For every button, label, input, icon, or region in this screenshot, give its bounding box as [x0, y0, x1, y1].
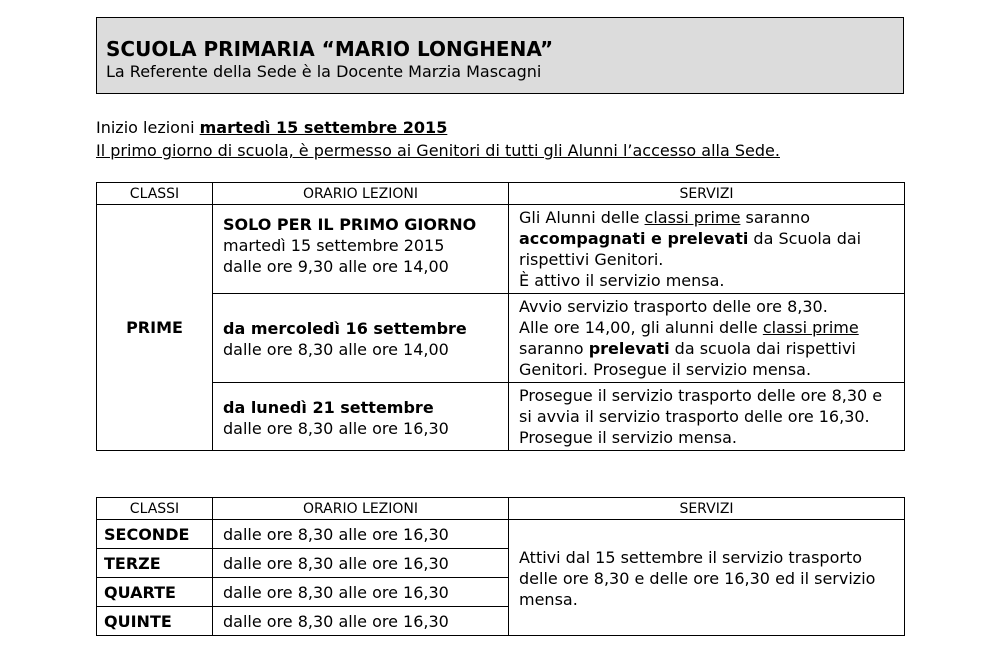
header-classi: CLASSI: [97, 183, 213, 205]
orario-title: SOLO PER IL PRIMO GIORNO: [223, 215, 477, 234]
orario-cell: [213, 205, 509, 294]
table-header-row: [97, 498, 905, 520]
servizi-text: Gli Alunni delle classi prime saranno: [519, 208, 811, 227]
table-row: [97, 383, 905, 451]
header-box: [96, 17, 904, 94]
class-cell: TERZE: [97, 549, 213, 578]
table-row: [97, 294, 905, 383]
header-orario-lezioni: ORARIO LEZIONI: [213, 183, 509, 205]
orario-text: dalle ore 9,30 alle ore 14,00: [223, 257, 449, 276]
orario-cell: [213, 383, 509, 451]
schedule-table-prime: [96, 182, 905, 451]
servizi-cell: [509, 205, 905, 294]
servizi-text: Alle ore 14,00, gli alunni delle classi prime: [519, 318, 859, 337]
table-row: [97, 520, 905, 549]
servizi-text: Prosegue il servizio trasporto delle ore 8,30 e: [519, 386, 883, 405]
servizi-text: Genitori. Prosegue il servizio mensa.: [519, 360, 812, 379]
table-row: [97, 205, 905, 294]
orario-text: dalle ore 8,30 alle ore 14,00: [223, 340, 449, 359]
servizi-text: Attivi dal 15 settembre il servizio trasporto: [519, 548, 863, 567]
header-servizi: SERVIZI: [509, 183, 905, 205]
servizi-text: Prosegue il servizio mensa.: [519, 428, 737, 447]
lessons-start-line: [96, 118, 447, 137]
schedule-table-other-classes: [96, 497, 905, 636]
orario-title: da mercoledì 16 settembre: [223, 319, 467, 338]
lessons-start-date: martedì 15 settembre 2015: [199, 118, 448, 137]
orario-text: martedì 15 settembre 2015: [223, 236, 445, 255]
header-classi: CLASSI: [97, 498, 213, 520]
class-prime: PRIME: [97, 205, 213, 451]
class-cell: QUARTE: [97, 578, 213, 607]
servizi-text: si avvia il servizio trasporto delle ore 16,30.: [519, 407, 870, 426]
servizi-text: delle ore 8,30 e delle ore 16,30 ed il servizio: [519, 569, 876, 588]
school-title: SCUOLA PRIMARIA “MARIO LONGHENA”: [106, 37, 554, 61]
servizi-cell: [509, 520, 905, 636]
servizi-text: Avvio servizio trasporto delle ore 8,30.: [519, 297, 828, 316]
header-orario-lezioni: ORARIO LEZIONI: [213, 498, 509, 520]
orario-cell: dalle ore 8,30 alle ore 16,30: [213, 520, 509, 549]
servizi-text: accompagnati e prelevati da Scuola dai: [519, 229, 862, 248]
orario-cell: dalle ore 8,30 alle ore 16,30: [213, 549, 509, 578]
servizi-text: È attivo il servizio mensa.: [519, 271, 725, 290]
servizi-text: mensa.: [519, 590, 578, 609]
servizi-cell: [509, 294, 905, 383]
orario-title: da lunedì 21 settembre: [223, 397, 434, 417]
orario-cell: dalle ore 8,30 alle ore 16,30: [213, 607, 509, 636]
orario-cell: [213, 294, 509, 383]
class-cell: SECONDE: [97, 520, 213, 549]
header-servizi: SERVIZI: [509, 498, 905, 520]
servizi-text: saranno prelevati da scuola dai rispettivi: [519, 339, 856, 358]
school-referent: La Referente della Sede è la Docente Marzia Mascagni: [106, 62, 542, 81]
lessons-start-label: Inizio lezioni: [96, 118, 200, 137]
class-cell: QUINTE: [97, 607, 213, 636]
table-header-row: [97, 183, 905, 205]
first-day-note: Il primo giorno di scuola, è permesso ai Genitori di tutti gli Alunni l’accesso alla Sede.: [96, 141, 780, 160]
servizi-cell: [509, 383, 905, 451]
orario-text: dalle ore 8,30 alle ore 16,30: [223, 418, 449, 438]
servizi-text: rispettivi Genitori.: [519, 250, 664, 269]
orario-cell: dalle ore 8,30 alle ore 16,30: [213, 578, 509, 607]
